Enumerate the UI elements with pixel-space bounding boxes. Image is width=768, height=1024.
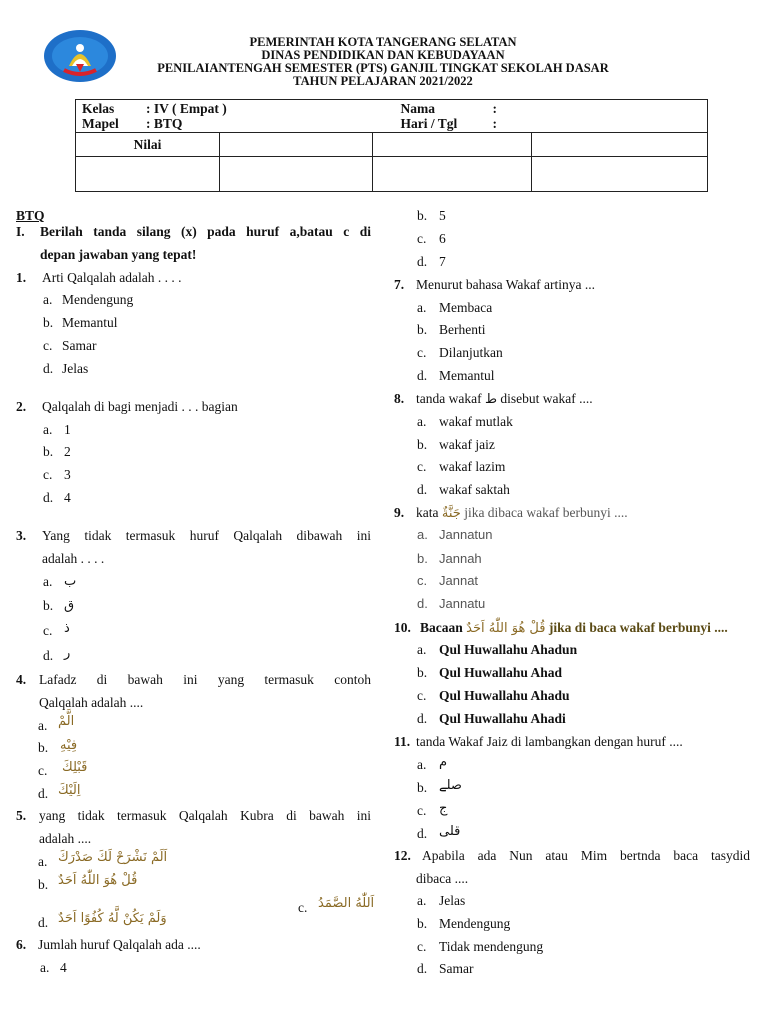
option-a[interactable]: الَّمْ bbox=[58, 714, 75, 729]
option-d[interactable]: Memantul bbox=[439, 368, 495, 383]
option-letter[interactable]: c. bbox=[417, 231, 427, 246]
option-c[interactable]: قَبْلِكَ bbox=[62, 760, 88, 775]
option-letter[interactable]: c. bbox=[417, 939, 427, 954]
option-letter[interactable]: a. bbox=[38, 718, 48, 733]
option-letter[interactable]: a. bbox=[417, 757, 427, 772]
option-d[interactable]: ر bbox=[64, 646, 71, 661]
option-letter[interactable]: b. bbox=[43, 598, 54, 613]
option-letter[interactable]: d. bbox=[417, 482, 428, 497]
option-letter[interactable]: a. bbox=[38, 854, 48, 869]
option-b[interactable]: Memantul bbox=[62, 315, 118, 330]
option-b[interactable]: صلے bbox=[439, 778, 462, 793]
question-text: Apabila ada Nun atau Mim bertnda baca tasydid bbox=[422, 848, 750, 863]
option-letter[interactable]: c. bbox=[298, 900, 308, 915]
right-column: b. 5 c. 6 d. 7 7. Menurut bahasa Wakaf artinya ... a. Membaca b. Berhenti c. Dilanjutkan d. Memantul 8. tanda wakaf ط disebut wakaf .... a. wakaf mutlak b. wakaf jaiz c. wakaf lazim d. wakaf saktah 9. kata جَنَّةٌ jika dibaca wakaf berbunyi .... a. Jannatun b. Jannah c. Jannat d. Jannatu 10. Bacaan قُلْ هُوَ اللّٰهُ اَحَدٌ jika di baca wakaf berbunyi .... a. Qul Huwallahu Ahadun b. Qul Huwallahu Ahad c. Qul Huwallahu Ahadu d. Qul Huwallahu Ahadi 11. tanda Wakaf Jaiz di lambangkan dengan huruf .... a. م b. صلے c. ج d. قلى 12. Apabila ada Nun atau Mim bertnda baca tasydid dibaca .... a. Jelas b. Mendengung c. Tidak mendengung d. Samar bbox=[394, 208, 750, 976]
option-letter[interactable]: c. bbox=[417, 345, 427, 360]
option-b[interactable]: Qul Huwallahu Ahad bbox=[439, 665, 563, 680]
option-letter[interactable]: c. bbox=[43, 467, 53, 482]
question-text: tanda wakaf ط disebut wakaf .... bbox=[416, 391, 593, 407]
option-a[interactable]: اَلَمْ نَشْرَحْ لَكَ صَدْرَكَ bbox=[58, 850, 168, 865]
option-d[interactable]: Jelas bbox=[62, 361, 89, 376]
option-letter[interactable]: b. bbox=[38, 877, 49, 892]
option-letter[interactable]: d. bbox=[417, 596, 428, 611]
option-d[interactable]: 4 bbox=[64, 490, 71, 505]
question-text: Arti Qalqalah adalah . . . . bbox=[42, 270, 182, 285]
option-letter[interactable]: b. bbox=[417, 322, 428, 337]
question-text: dibaca .... bbox=[416, 871, 469, 886]
option-letter[interactable]: b. bbox=[417, 208, 428, 223]
option-letter[interactable]: b. bbox=[43, 315, 54, 330]
option-letter[interactable]: a. bbox=[417, 414, 427, 429]
arabic-word: جَنَّةٌ bbox=[441, 506, 461, 521]
header-line-2: DINAS PENDIDIKAN DAN KEBUDAYAAN bbox=[261, 48, 505, 62]
question-text: Qalqalah adalah .... bbox=[39, 695, 144, 710]
option-letter[interactable]: b. bbox=[417, 916, 428, 931]
option-d[interactable]: Samar bbox=[439, 961, 474, 976]
option-c[interactable]: 6 bbox=[439, 231, 446, 246]
option-letter[interactable]: a. bbox=[417, 527, 428, 542]
option-c[interactable]: اَللّٰهُ الصَّمَدُ bbox=[318, 896, 375, 911]
option-d[interactable]: wakaf saktah bbox=[439, 482, 510, 497]
option-letter[interactable]: d. bbox=[43, 361, 54, 376]
wakaf-mutlak-symbol: ط bbox=[484, 392, 497, 407]
option-letter[interactable]: c. bbox=[417, 803, 427, 818]
option-b[interactable]: wakaf jaiz bbox=[439, 437, 495, 452]
option-letter[interactable]: a. bbox=[417, 893, 427, 908]
question-text: Menurut bahasa Wakaf artinya ... bbox=[416, 277, 595, 292]
option-b[interactable]: قُلْ هُوَ اللّٰهُ اَحَدٌ bbox=[58, 873, 138, 888]
option-letter[interactable]: d. bbox=[417, 368, 428, 383]
mapel-row: Mapel : BTQ bbox=[82, 116, 183, 131]
option-a[interactable]: Mendengung bbox=[62, 292, 134, 307]
option-d[interactable]: Jannatu bbox=[439, 596, 486, 611]
option-letter[interactable]: b. bbox=[38, 740, 49, 755]
option-c[interactable]: ج bbox=[439, 801, 448, 816]
hari-tgl-row: Hari / Tgl : bbox=[400, 116, 497, 131]
option-letter[interactable]: b. bbox=[417, 780, 428, 795]
option-a[interactable]: Jelas bbox=[439, 893, 466, 908]
option-c[interactable]: Tidak mendengung bbox=[439, 939, 544, 954]
option-d[interactable]: وَلَمْ يَكُنْ لَّهُ كُفُوًا اَحَدٌ bbox=[58, 911, 167, 926]
option-letter[interactable]: a. bbox=[40, 960, 50, 975]
option-b[interactable]: Jannah bbox=[439, 551, 482, 566]
option-d[interactable]: اِلَيْكَ bbox=[58, 783, 81, 798]
question-text: adalah .... bbox=[39, 831, 92, 846]
option-a[interactable]: Jannatun bbox=[439, 527, 493, 542]
option-letter[interactable]: c. bbox=[417, 573, 428, 588]
option-letter[interactable]: d. bbox=[43, 490, 54, 505]
option-c[interactable]: Jannat bbox=[439, 573, 479, 588]
question-text: Yang tidak termasuk huruf Qalqalah dibawah ini bbox=[42, 528, 371, 543]
option-b[interactable]: 5 bbox=[439, 208, 446, 223]
option-letter[interactable]: a. bbox=[43, 574, 53, 589]
option-letter[interactable]: d. bbox=[43, 648, 54, 663]
question-text: tanda Wakaf Jaiz di lambangkan dengan huruf .... bbox=[416, 734, 683, 749]
option-letter[interactable]: a. bbox=[43, 422, 53, 437]
option-c[interactable]: 3 bbox=[64, 467, 71, 482]
header-line-1: PEMERINTAH KOTA TANGERANG SELATAN bbox=[249, 35, 517, 49]
option-a[interactable]: م bbox=[439, 755, 448, 770]
header-line-3: PENILAIANTENGAH SEMESTER (PTS) GANJIL TINGKAT SEKOLAH DASAR bbox=[157, 61, 609, 75]
option-letter[interactable]: c. bbox=[417, 459, 427, 474]
option-a[interactable]: ب bbox=[64, 574, 77, 589]
option-b[interactable]: Berhenti bbox=[439, 322, 486, 337]
option-d[interactable]: 7 bbox=[439, 254, 446, 269]
question-text: kata جَنَّةٌ jika dibaca wakaf berbunyi .... bbox=[416, 505, 628, 521]
option-b[interactable]: ق bbox=[64, 598, 75, 613]
question-text: Bacaan قُلْ هُوَ اللّٰهُ اَحَدٌ jika di baca wakaf berbunyi .... bbox=[420, 620, 728, 636]
option-b[interactable]: 2 bbox=[64, 444, 71, 459]
option-c[interactable]: Dilanjutkan bbox=[439, 345, 503, 360]
option-letter[interactable]: b. bbox=[417, 437, 428, 452]
option-letter[interactable]: a. bbox=[43, 292, 53, 307]
arabic-phrase: قُلْ هُوَ اللّٰهُ اَحَدٌ bbox=[466, 621, 546, 636]
option-letter[interactable]: d. bbox=[417, 961, 428, 976]
option-c[interactable]: Qul Huwallahu Ahadu bbox=[439, 688, 570, 703]
instruction-line-1: Berilah tanda silang (x) pada huruf a,batau c di bbox=[40, 224, 371, 239]
option-c[interactable]: wakaf lazim bbox=[439, 459, 506, 474]
option-letter[interactable]: d. bbox=[38, 915, 49, 930]
option-b[interactable]: Mendengung bbox=[439, 916, 511, 931]
option-letter[interactable]: b. bbox=[417, 665, 428, 680]
option-letter[interactable]: a. bbox=[417, 642, 427, 657]
option-a[interactable]: wakaf mutlak bbox=[439, 414, 513, 429]
option-letter[interactable]: d. bbox=[38, 786, 49, 801]
option-letter[interactable]: c. bbox=[38, 763, 48, 778]
option-letter[interactable]: b. bbox=[43, 444, 54, 459]
option-d[interactable]: Qul Huwallahu Ahadi bbox=[439, 711, 566, 726]
question-text: Lafadz di bawah ini yang termasuk contoh bbox=[39, 672, 371, 687]
nama-row: Nama : bbox=[400, 101, 497, 116]
question-text: Qalqalah di bagi menjadi . . . bagian bbox=[42, 399, 238, 414]
option-a[interactable]: Qul Huwallahu Ahadun bbox=[439, 642, 578, 657]
question-text: Jumlah huruf Qalqalah ada .... bbox=[38, 937, 201, 952]
option-letter[interactable]: d. bbox=[417, 826, 428, 841]
header-line-4: TAHUN PELAJARAN 2021/2022 bbox=[293, 74, 473, 88]
nilai-label: Nilai bbox=[76, 133, 220, 157]
option-letter[interactable]: b. bbox=[417, 551, 428, 566]
instruction-line-2: depan jawaban yang tepat! bbox=[40, 247, 197, 262]
option-letter[interactable]: a. bbox=[417, 300, 427, 315]
option-d[interactable]: قلى bbox=[439, 824, 461, 839]
option-b[interactable]: فِيْهِ bbox=[60, 738, 78, 753]
question-text: adalah . . . . bbox=[42, 551, 105, 566]
option-letter[interactable]: d. bbox=[417, 711, 428, 726]
option-c[interactable]: Samar bbox=[62, 338, 97, 353]
option-letter[interactable]: c. bbox=[43, 623, 53, 638]
option-letter[interactable]: c. bbox=[417, 688, 427, 703]
option-a[interactable]: Membaca bbox=[439, 300, 493, 315]
section-roman: I. bbox=[16, 224, 25, 239]
question-text: yang tidak termasuk Qalqalah Kubra di bawah ini bbox=[39, 808, 371, 823]
section-title: BTQ bbox=[16, 208, 45, 223]
left-column: BTQ I. Berilah tanda silang (x) pada huruf a,batau c di depan jawaban yang tepat! 1. Arti Qalqalah adalah . . . . a. Mendengung b. Memantul c. Samar d. Jelas 2. Qalqalah di bagi menjadi . . . bagian a. 1 b. 2 c. 3 d. 4 3. Yang tidak termasuk huruf Qalqalah dibawah ini adalah . . . . a. ب b. ق c. ذ d. ر 4. Lafadz di bawah ini yang termasuk contoh Qalqalah adalah .... a. الَّمْ b. فِيْهِ c. قَبْلِكَ d. اِلَيْكَ 5. yang tidak termasuk Qalqalah Kubra di bawah ini adalah .... a. اَلَمْ نَشْرَحْ لَكَ صَدْرَكَ b. قُلْ هُوَ اللّٰهُ اَحَدٌ c. اَللّٰهُ الصَّمَدُ d. وَلَمْ يَكُنْ لَّهُ كُفُوًا اَحَدٌ 6. Jumlah huruf Qalqalah ada .... a. 4 bbox=[16, 208, 375, 975]
option-c[interactable]: ذ bbox=[64, 621, 70, 636]
option-a[interactable]: 4 bbox=[60, 960, 67, 975]
option-a[interactable]: 1 bbox=[64, 422, 71, 437]
option-letter[interactable]: c. bbox=[43, 338, 53, 353]
kelas-row: Kelas : IV ( Empat ) bbox=[82, 101, 227, 116]
option-letter[interactable]: d. bbox=[417, 254, 428, 269]
